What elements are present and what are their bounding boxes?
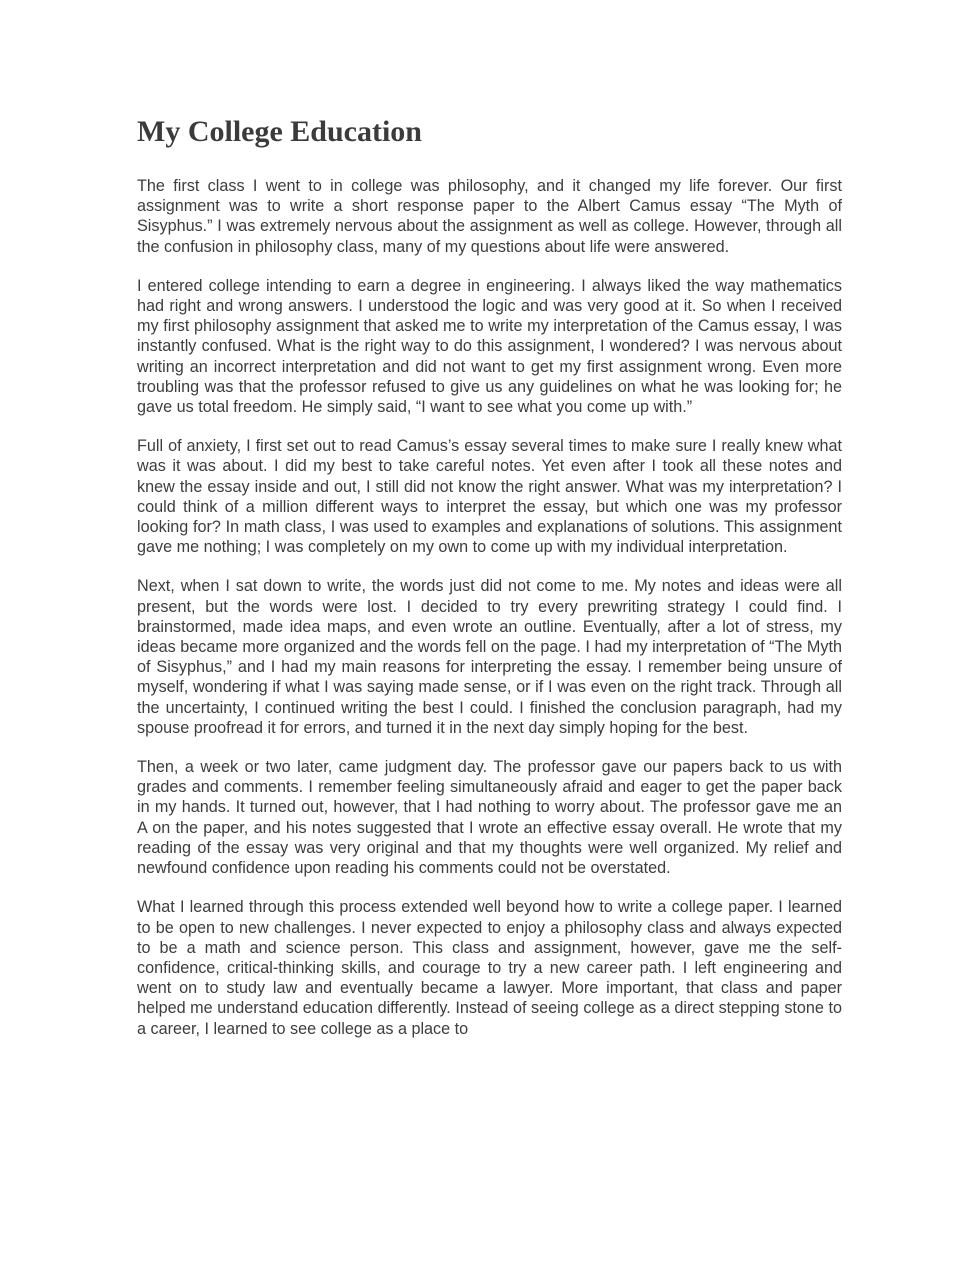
document-title: My College Education	[137, 115, 422, 148]
document-body	[137, 176, 842, 1058]
paragraph: Next, when I sat down to write, the words just did not come to me. My notes and ideas were all present, but the words were lost. I decided to try every prewriting strategy I could find. I brainstormed, made idea maps, and even wrote an outline. Eventually, after a lot of stress, my ideas became more organized and the words fell on the page. I had my interpretation of “The Myth of Sisyphus,” and I had my main reasons for interpreting the essay. I remember being unsure of myself, wondering if what I was saying made sense, or if I was even on the right track. Through all the uncertainty, I continued writing the best I could. I finished the conclusion paragraph, had my spouse proofread it for errors, and turned it in the next day simply hoping for the best.	[137, 577, 842, 737]
paragraph: Full of anxiety, I first set out to read Camus’s essay several times to make sure I really knew what was it was about. I did my best to take careful notes. Yet even after I took all these notes and knew the essay inside and out, I still did not know the right answer. What was my interpretation? I could think of a million different ways to interpret the essay, but which one was my professor looking for? In math class, I was used to examples and explanations of solutions. This assignment gave me nothing; I was completely on my own to come up with my individual interpretation.	[137, 437, 842, 557]
paragraph: What I learned through this process extended well beyond how to write a college paper. I learned to be open to new challenges. I never expected to enjoy a philosophy class and always expected to be a math and science person. This class and assignment, however, gave me the self-confidence, critical-thinking skills, and courage to try a new career path. I left engineering and went on to study law and eventually became a lawyer. More important, that class and paper helped me understand education differently. Instead of seeing college as a direct stepping stone to a career, I learned to see college as a place to	[137, 898, 842, 1038]
paragraph: The first class I went to in college was philosophy, and it changed my life forever. Our first assignment was to write a short response paper to the Albert Camus essay “The Myth of Sisyphus.” I was extremely nervous about the assignment as well as college. However, through all the confusion in philosophy class, many of my questions about life were answered.	[137, 177, 842, 256]
paragraph: I entered college intending to earn a degree in engineering. I always liked the way mathematics had right and wrong answers. I understood the logic and was very good at it. So when I received my first philosophy assignment that asked me to write my interpretation of the Camus essay, I was instantly confused. What is the right way to do this assignment, I wondered? I was nervous about writing an incorrect interpretation and did not want to get my first assignment wrong. Even more troubling was that the professor refused to give us any guidelines on what he was looking for; he gave us total freedom. He simply said, “I want to see what you come up with.”	[137, 276, 842, 417]
paragraph: Then, a week or two later, came judgment day. The professor gave our papers back to us with grades and comments. I remember feeling simultaneously afraid and eager to get the paper back in my hands. It turned out, however, that I had nothing to worry about. The professor gave me an A on the paper, and his notes suggested that I wrote an effective essay overall. He wrote that my reading of the essay was very original and that my thoughts were well organized. My relief and newfound confidence upon reading his comments could not be overstated.	[137, 758, 842, 878]
